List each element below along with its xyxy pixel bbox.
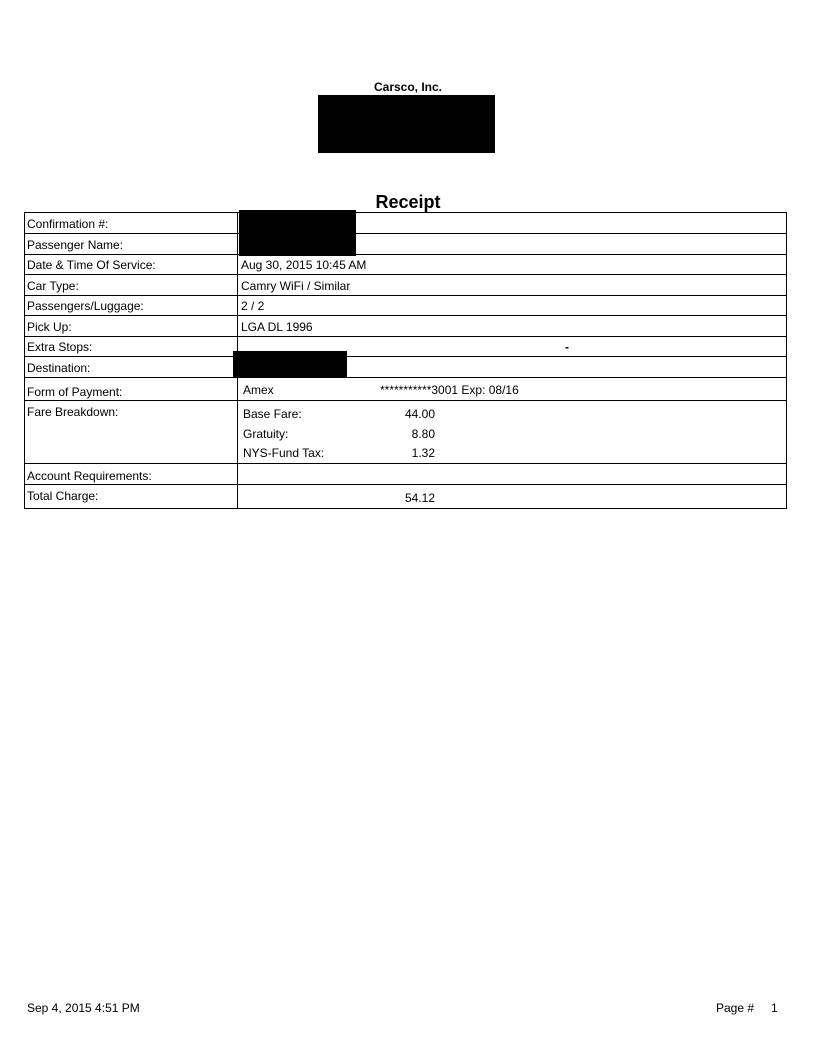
pickup-value: LGA DL 1996 [241, 320, 313, 334]
redacted-confirmation-passenger [239, 210, 356, 256]
total-charge-label: Total Charge: [27, 489, 99, 503]
fare-item-name: Base Fare: [243, 407, 302, 421]
fare-item-amount: 1.32 [411, 446, 435, 460]
payment-method: Amex [243, 383, 274, 397]
datetime-value: Aug 30, 2015 10:45 AM [241, 258, 367, 272]
car-type-value: Camry WiFi / Similar [241, 279, 351, 293]
pickup-label: Pick Up: [27, 320, 72, 334]
extra-stops-label: Extra Stops: [27, 340, 93, 354]
passengers-luggage-value: 2 / 2 [241, 299, 265, 313]
print-timestamp: Sep 4, 2015 4:51 PM [27, 1001, 140, 1015]
fare-item-name: Gratuity: [243, 427, 289, 441]
passengers-luggage-label: Passengers/Luggage: [27, 299, 144, 313]
passenger-name-label: Passenger Name: [27, 238, 124, 252]
redacted-destination [233, 351, 347, 378]
account-requirements-label: Account Requirements: [27, 469, 152, 483]
payment-label: Form of Payment: [27, 385, 123, 399]
total-charge-value: 54.12 [404, 491, 435, 505]
fare-item-amount: 8.80 [411, 427, 435, 441]
page-label: Page # [716, 1001, 755, 1015]
payment-card: ***********3001 Exp: 08/16 [380, 383, 519, 397]
extra-stops-value: - [565, 340, 569, 354]
company-name: Carsco, Inc. [373, 80, 443, 94]
destination-label: Destination: [27, 361, 91, 375]
redacted-address-block [318, 95, 495, 153]
confirmation-label: Confirmation #: [27, 217, 109, 231]
car-type-label: Car Type: [27, 279, 79, 293]
fare-breakdown-label: Fare Breakdown: [27, 405, 119, 419]
fare-item-amount: 44.00 [404, 407, 435, 421]
page-number: 1 [771, 1001, 778, 1015]
fare-item-name: NYS-Fund Tax: [243, 446, 325, 460]
datetime-label: Date & Time Of Service: [27, 258, 156, 272]
receipt-title: Receipt [375, 192, 441, 212]
